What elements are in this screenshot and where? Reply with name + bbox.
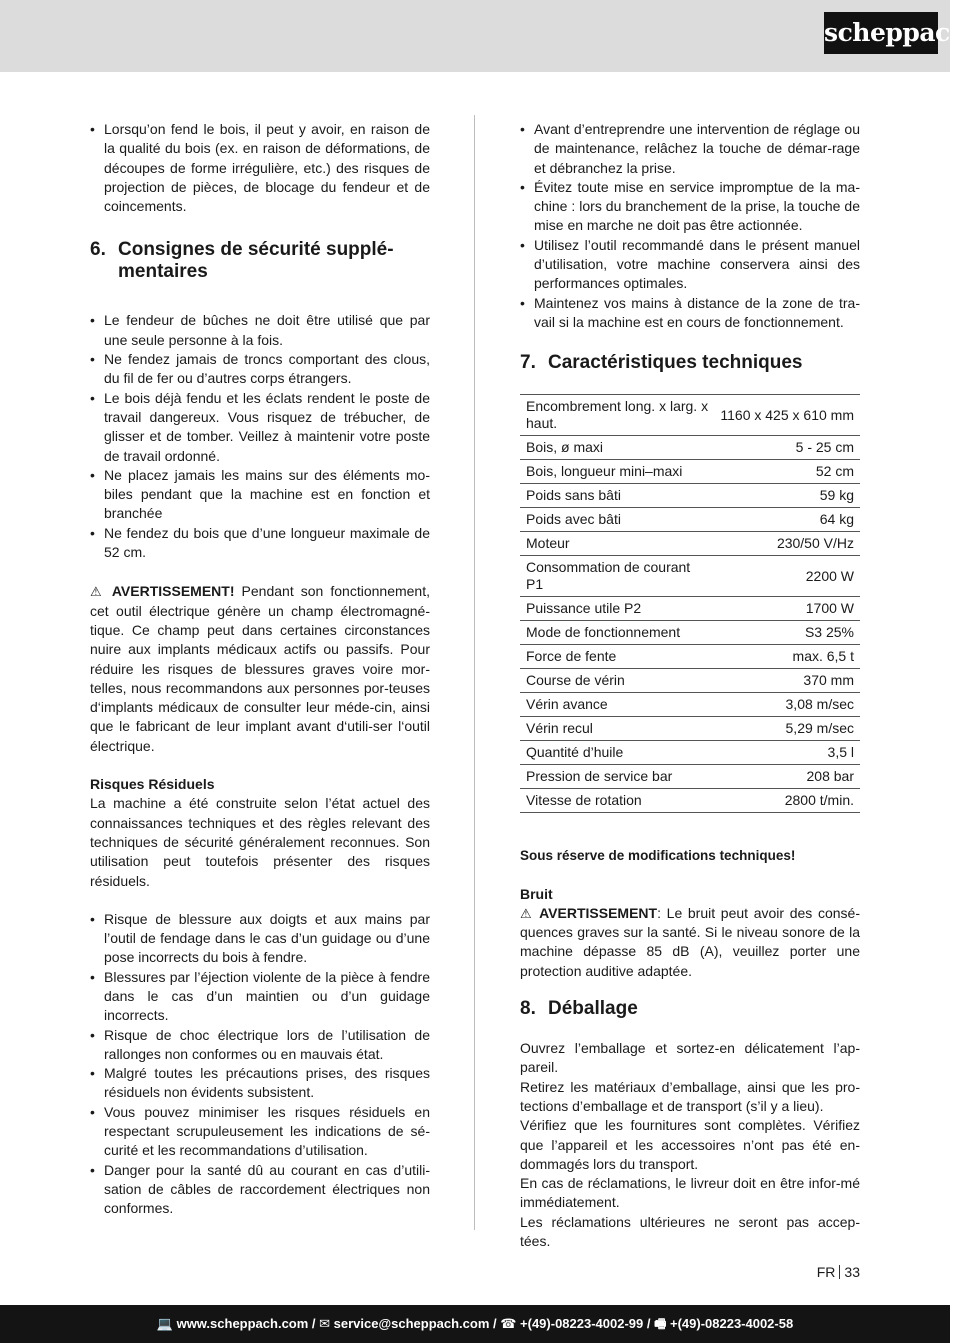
- section-number: 8.: [520, 998, 536, 1020]
- spec-value: S3 25%: [714, 621, 860, 645]
- list-item: • Risque de choc électrique lors de l’utilisation de rallonges non conformes ou en mauvais état.: [90, 1026, 430, 1065]
- spec-value: 3,08 m/sec: [714, 693, 860, 717]
- spec-label: Moteur: [520, 532, 714, 556]
- spec-label: Vérin recul: [520, 717, 714, 741]
- page-number-value: 33: [844, 1264, 860, 1280]
- spec-label: Bois, ø maxi: [520, 436, 714, 460]
- table-row: [520, 532, 860, 556]
- em-field-warning: [90, 582, 430, 756]
- spec-value: 370 mm: [714, 669, 860, 693]
- list-item: • Vous pouvez minimiser les risques résiduels en respectant scrupuleusement les indications de sé-curité et les recommandations d’utilisation.: [90, 1103, 430, 1161]
- spec-label: Force de fente: [520, 645, 714, 669]
- table-row: [520, 741, 860, 765]
- section-title: Consignes de sécurité supplé-mentaires: [118, 239, 394, 283]
- section-7-heading: [520, 352, 860, 374]
- list-item: • Ne fendez jamais de troncs comportant des clous, du fil de fer ou d’autres corps étrangers.: [90, 350, 430, 389]
- table-row: [520, 621, 860, 645]
- spec-value: 1700 W: [714, 597, 860, 621]
- table-row: [520, 765, 860, 789]
- paragraph: Retirez les matériaux d’emballage, ainsi que les pro-tections d’emballage et de transport (s’il y a lieu).: [520, 1078, 860, 1114]
- footer-contact-bar: 💻 www.scheppach.com / ✉ service@scheppach.com / ☎ +(49)-08223-4002-99 / 🖷 +(49)-08223-4002-58: [0, 1305, 950, 1343]
- intro-bullet-list: [90, 120, 430, 216]
- table-row: [520, 669, 860, 693]
- list-item: • Blessures par l’éjection violente de la pièce à fendre dans le cas d’un maintien ou d’un guidage incorrects.: [90, 968, 430, 1026]
- warning-text: Pendant son fonctionnement, cet outil électrique génère un champ électromagné-tique. Ce champ peut dans certaines circonstances nuire aux implants médicaux actifs ou passifs. Pour réduire les risques de blessures graves voire mor-telles, nous recommandons aux personnes por-teuses d‘implants médicaux de consulter leur méde-cin, ainsi que le fabricant de leur implant avant d‘utili-ser l‘outil électrique.: [90, 583, 430, 754]
- list-item: • Ne placez jamais les mains sur des éléments mo-biles pendant que la machine est en fonction et branchée: [90, 466, 430, 524]
- spec-label: Vitesse de rotation: [520, 789, 714, 813]
- spec-label: Poids avec bâti: [520, 508, 714, 532]
- paragraph: En cas de réclamations, le livreur doit en être infor-mé immédiatement.: [520, 1175, 860, 1211]
- list-item: • Malgré toutes les précautions prises, des risques résiduels non évidents subsistent.: [90, 1064, 430, 1103]
- spec-value: 64 kg: [714, 508, 860, 532]
- spec-value: max. 6,5 t: [714, 645, 860, 669]
- section-8-heading: [520, 998, 860, 1020]
- warning-label: AVERTISSEMENT!: [111, 583, 235, 600]
- section-number: 7.: [520, 352, 536, 374]
- page-number: [817, 1264, 860, 1280]
- spec-value: 208 bar: [714, 765, 860, 789]
- list-item: • Ne fendez du bois que d’une longueur maximale de 52 cm.: [90, 524, 430, 563]
- list-item: • Le bois déjà fendu et les éclats rendent le poste de travail dangereux. Vous risquez de trébucher, de glisser et de tomber. Veillez à maintenir votre poste de travail ordonné.: [90, 389, 430, 466]
- table-row: [520, 717, 860, 741]
- residual-risks-text: La machine a été construite selon l’état actuel des connaissances techniques et des règles relevant des techniques de sécurité généralement reconnues. Son utilisation peut toutefois présenter des risques résiduels.: [90, 795, 430, 889]
- warning-label: AVERTISSEMENT: [539, 904, 658, 921]
- header-bar: [0, 0, 967, 72]
- table-row: [520, 460, 860, 484]
- spec-label: Bois, longueur mini–maxi: [520, 460, 714, 484]
- unpacking-text: [520, 1039, 860, 1251]
- table-row: [520, 436, 860, 460]
- residual-bullet-list: [90, 910, 430, 1219]
- spec-label: Course de vérin: [520, 669, 714, 693]
- list-item: • Évitez toute mise en service impromptue de la ma-chine : lors du branchement de la prise, la touche de mise en marche ne doit pas être actionnée.: [520, 178, 860, 236]
- spec-table: [520, 394, 860, 813]
- spec-value: 2200 W: [714, 556, 860, 597]
- table-row: [520, 789, 860, 813]
- spec-label: Puissance utile P2: [520, 597, 714, 621]
- technical-reserve-note: Sous réserve de modifications techniques!: [520, 848, 796, 864]
- table-row: [520, 597, 860, 621]
- section-title: Caractéristiques techniques: [548, 352, 803, 374]
- spec-value: 52 cm: [714, 460, 860, 484]
- spec-value: 5,29 m/sec: [714, 717, 860, 741]
- list-item: • Le fendeur de bûches ne doit être utilisé que par une seule personne à la fois.: [90, 311, 430, 350]
- spec-label: Consommation de courant P1: [520, 556, 714, 597]
- table-row: [520, 556, 860, 597]
- spec-label: Poids sans bâti: [520, 484, 714, 508]
- list-item: • Maintenez vos mains à distance de la zone de tra-vail si la machine est en cours de fonctionnement.: [520, 294, 860, 333]
- safety-bullet-list: [90, 311, 430, 562]
- table-row: [520, 395, 860, 436]
- list-item: • Avant d’entreprendre une intervention de réglage ou de maintenance, relâchez la touche de démar-rage et débranchez la prise.: [520, 120, 860, 178]
- maintenance-bullet-list: [520, 120, 860, 332]
- warning-icon: ⚠: [520, 905, 534, 921]
- list-item: • Utilisez l’outil recommandé dans le présent manuel d’utilisation, votre machine conservera ainsi des performances optimales.: [520, 236, 860, 294]
- list-item: • Danger pour la santé dû au courant en cas d’utili-sation de câbles de raccordement électriques non conformes.: [90, 1161, 430, 1219]
- spec-value: 230/50 V/Hz: [714, 532, 860, 556]
- table-row: [520, 484, 860, 508]
- warning-icon: ⚠: [90, 584, 105, 600]
- spec-label: Mode de fonctionnement: [520, 621, 714, 645]
- page-number-separator: [839, 1265, 840, 1279]
- residual-risks-title: Risques Résiduels: [90, 776, 215, 793]
- paragraph: Ouvrez l’emballage et sortez-en délicatement l’ap-pareil.: [520, 1040, 860, 1076]
- section-number: 6.: [90, 239, 106, 261]
- paragraph: Les réclamations ultérieures ne seront pas accep-tées.: [520, 1213, 860, 1250]
- spec-label: Encombrement long. x larg. x haut.: [520, 395, 714, 436]
- noise-title: Bruit: [520, 885, 553, 902]
- table-row: [520, 508, 860, 532]
- spec-label: Vérin avance: [520, 693, 714, 717]
- noise-warning: [520, 904, 860, 981]
- left-column: [90, 120, 430, 1219]
- section-title: Déballage: [548, 998, 638, 1020]
- paragraph: Vérifiez que les fournitures sont complètes. Vérifiez que l’appareil et les accessoires n’ont pas été en-dommagés lors du transport.: [520, 1117, 860, 1172]
- table-row: [520, 693, 860, 717]
- spec-value: 59 kg: [714, 484, 860, 508]
- right-column: [520, 120, 860, 1251]
- spec-label: Pression de service bar: [520, 765, 714, 789]
- list-item: • Lorsqu’on fend le bois, il peut y avoir, en raison de la qualité du bois (ex. en raison de déformations, de découpes de forme irrégulière, etc.) des risques de projection de pièces, de blocage du fendeur et de coincements.: [90, 120, 430, 216]
- scheppach-logo: scheppach: [824, 12, 938, 54]
- table-row: [520, 645, 860, 669]
- section-6-heading: [90, 239, 430, 283]
- spec-label: Quantité d’huile: [520, 741, 714, 765]
- column-divider: [474, 115, 475, 1230]
- spec-value: 1160 x 425 x 610 mm: [714, 395, 860, 436]
- warning-text: : Le bruit peut avoir des consé-quences graves sur la santé. Si le niveau sonore de la machine dépasse 85 dB (A), veuillez porter une protection auditive adaptée.: [520, 904, 860, 979]
- spec-value: 5 - 25 cm: [714, 436, 860, 460]
- spec-value: 2800 t/min.: [714, 789, 860, 813]
- list-item: • Risque de blessure aux doigts et aux mains par l’outil de fendage dans le cas d’un guidage ou d’une pose incorrects du bois à fendre.: [90, 910, 430, 968]
- page-language: FR: [816, 1264, 836, 1280]
- spec-value: 3,5 l: [714, 741, 860, 765]
